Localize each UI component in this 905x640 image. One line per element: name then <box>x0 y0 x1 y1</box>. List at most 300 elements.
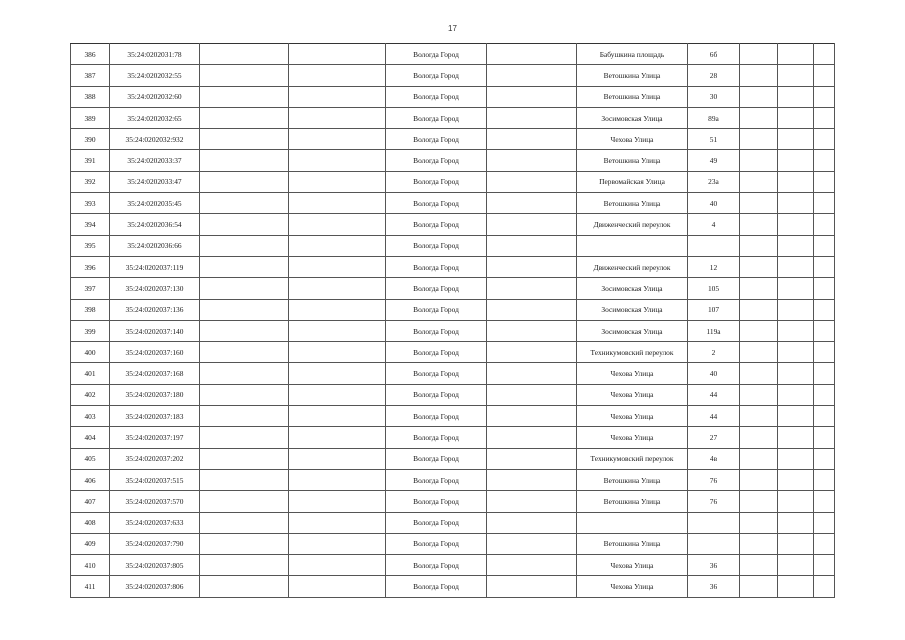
cell-empty <box>487 86 577 107</box>
cell-city: Вологда Город <box>386 555 487 576</box>
cell-empty <box>200 533 289 554</box>
cell-house-number: 28 <box>688 65 740 86</box>
table-row <box>71 235 835 256</box>
cell-empty <box>814 448 835 469</box>
cell-empty <box>778 193 814 214</box>
cell-cadastral-number: 35:24:0202037:197 <box>110 427 200 448</box>
table-row <box>71 448 835 469</box>
cell-street: Чехова Улица <box>577 129 688 150</box>
cell-empty <box>778 107 814 128</box>
table-row <box>71 129 835 150</box>
cell-empty <box>200 171 289 192</box>
cell-empty <box>814 512 835 533</box>
table-row <box>71 491 835 512</box>
cell-city: Вологда Город <box>386 150 487 171</box>
cell-street: Ветошкина Улица <box>577 193 688 214</box>
cell-empty <box>289 278 386 299</box>
cell-empty <box>778 406 814 427</box>
cell-cadastral-number: 35:24:0202037:119 <box>110 256 200 277</box>
table-row <box>71 171 835 192</box>
cell-empty <box>778 171 814 192</box>
cell-street: Ветошкина Улица <box>577 65 688 86</box>
cell-empty <box>487 384 577 405</box>
cell-cadastral-number: 35:24:0202037:160 <box>110 342 200 363</box>
cell-row-number: 391 <box>71 150 110 171</box>
cell-house-number <box>688 512 740 533</box>
cell-empty <box>814 235 835 256</box>
cell-city: Вологда Город <box>386 171 487 192</box>
cell-city: Вологда Город <box>386 86 487 107</box>
cell-row-number: 386 <box>71 44 110 65</box>
cell-empty <box>487 533 577 554</box>
cell-empty <box>289 427 386 448</box>
cell-empty <box>778 491 814 512</box>
cell-empty <box>778 384 814 405</box>
cell-house-number: 6б <box>688 44 740 65</box>
cell-empty <box>814 363 835 384</box>
cell-street <box>577 512 688 533</box>
cell-house-number: 36 <box>688 555 740 576</box>
cell-empty <box>814 533 835 554</box>
cell-row-number: 411 <box>71 576 110 597</box>
cell-city: Вологда Город <box>386 129 487 150</box>
cell-empty <box>487 406 577 427</box>
cell-empty <box>487 320 577 341</box>
page-number: 17 <box>448 24 457 33</box>
cell-empty <box>487 150 577 171</box>
cell-city: Вологда Город <box>386 278 487 299</box>
cell-city: Вологда Город <box>386 427 487 448</box>
cell-cadastral-number: 35:24:0202037:180 <box>110 384 200 405</box>
cell-empty <box>740 533 778 554</box>
cell-empty <box>740 65 778 86</box>
cell-row-number: 392 <box>71 171 110 192</box>
cell-empty <box>740 193 778 214</box>
cell-row-number: 403 <box>71 406 110 427</box>
cell-empty <box>487 65 577 86</box>
cell-street: Зосимовская Улица <box>577 320 688 341</box>
cell-row-number: 406 <box>71 469 110 490</box>
cell-row-number: 409 <box>71 533 110 554</box>
cell-house-number: 119а <box>688 320 740 341</box>
cell-house-number: 12 <box>688 256 740 277</box>
cell-empty <box>814 256 835 277</box>
cell-empty <box>778 150 814 171</box>
cell-city: Вологда Город <box>386 299 487 320</box>
cell-empty <box>289 363 386 384</box>
registry-table <box>70 43 835 598</box>
cell-empty <box>289 448 386 469</box>
cell-cadastral-number: 35:24:0202033:47 <box>110 171 200 192</box>
cell-city: Вологда Город <box>386 256 487 277</box>
cell-house-number: 4 <box>688 214 740 235</box>
cell-empty <box>778 427 814 448</box>
cell-house-number: 44 <box>688 384 740 405</box>
cell-empty <box>200 299 289 320</box>
table-row <box>71 512 835 533</box>
cell-city: Вологда Город <box>386 384 487 405</box>
cell-empty <box>200 406 289 427</box>
cell-empty <box>200 320 289 341</box>
cell-empty <box>778 320 814 341</box>
cell-cadastral-number: 35:24:0202037:140 <box>110 320 200 341</box>
cell-city: Вологда Город <box>386 512 487 533</box>
cell-empty <box>778 555 814 576</box>
cell-row-number: 402 <box>71 384 110 405</box>
cell-empty <box>200 65 289 86</box>
cell-street: Чехова Улица <box>577 363 688 384</box>
cell-street: Движенческий переулок <box>577 256 688 277</box>
cell-house-number: 4в <box>688 448 740 469</box>
cell-empty <box>740 512 778 533</box>
cell-empty <box>814 320 835 341</box>
cell-empty <box>814 171 835 192</box>
table-row <box>71 150 835 171</box>
cell-empty <box>200 129 289 150</box>
table-row <box>71 299 835 320</box>
cell-empty <box>200 491 289 512</box>
cell-street: Чехова Улица <box>577 576 688 597</box>
cell-row-number: 407 <box>71 491 110 512</box>
cell-street: Ветошкина Улица <box>577 469 688 490</box>
cell-street <box>577 235 688 256</box>
cell-street: Техникумовский переулок <box>577 448 688 469</box>
cell-row-number: 410 <box>71 555 110 576</box>
cell-empty <box>200 235 289 256</box>
cell-city: Вологда Город <box>386 235 487 256</box>
cell-cadastral-number: 35:24:0202037:168 <box>110 363 200 384</box>
cell-empty <box>487 491 577 512</box>
cell-empty <box>289 320 386 341</box>
cell-city: Вологда Город <box>386 193 487 214</box>
cell-empty <box>289 129 386 150</box>
cell-empty <box>200 363 289 384</box>
cell-empty <box>200 576 289 597</box>
cell-empty <box>740 576 778 597</box>
cell-empty <box>289 86 386 107</box>
cell-empty <box>289 193 386 214</box>
cell-city: Вологда Город <box>386 469 487 490</box>
cell-row-number: 387 <box>71 65 110 86</box>
cell-empty <box>200 193 289 214</box>
cell-empty <box>289 299 386 320</box>
cell-street: Ветошкина Улица <box>577 533 688 554</box>
table-row <box>71 278 835 299</box>
cell-empty <box>778 214 814 235</box>
cell-empty <box>289 533 386 554</box>
cell-street: Первомайская Улица <box>577 171 688 192</box>
cell-empty <box>740 107 778 128</box>
cell-empty <box>778 512 814 533</box>
cell-empty <box>740 363 778 384</box>
cell-empty <box>740 150 778 171</box>
cell-empty <box>778 278 814 299</box>
cell-empty <box>814 193 835 214</box>
cell-row-number: 401 <box>71 363 110 384</box>
cell-empty <box>289 342 386 363</box>
cell-empty <box>289 171 386 192</box>
cell-house-number: 51 <box>688 129 740 150</box>
cell-empty <box>814 555 835 576</box>
cell-row-number: 397 <box>71 278 110 299</box>
cell-empty <box>487 427 577 448</box>
cell-city: Вологда Город <box>386 44 487 65</box>
cell-house-number: 105 <box>688 278 740 299</box>
cell-empty <box>289 406 386 427</box>
cell-row-number: 405 <box>71 448 110 469</box>
cell-street: Зосимовская Улица <box>577 299 688 320</box>
cell-empty <box>814 44 835 65</box>
cell-row-number: 394 <box>71 214 110 235</box>
cell-empty <box>200 278 289 299</box>
cell-empty <box>740 86 778 107</box>
table-row <box>71 256 835 277</box>
cell-empty <box>200 555 289 576</box>
cell-row-number: 396 <box>71 256 110 277</box>
cell-empty <box>200 150 289 171</box>
cell-empty <box>814 86 835 107</box>
table-row <box>71 86 835 107</box>
cell-empty <box>487 469 577 490</box>
cell-empty <box>778 448 814 469</box>
cell-row-number: 390 <box>71 129 110 150</box>
cell-city: Вологда Город <box>386 107 487 128</box>
table-row <box>71 107 835 128</box>
cell-empty <box>778 65 814 86</box>
cell-empty <box>814 129 835 150</box>
table-row <box>71 342 835 363</box>
cell-empty <box>487 278 577 299</box>
table-row <box>71 555 835 576</box>
cell-empty <box>740 129 778 150</box>
cell-empty <box>740 235 778 256</box>
cell-street: Ветошкина Улица <box>577 491 688 512</box>
cell-house-number: 23а <box>688 171 740 192</box>
cell-empty <box>778 256 814 277</box>
cell-empty <box>289 469 386 490</box>
cell-house-number: 27 <box>688 427 740 448</box>
cell-city: Вологда Город <box>386 491 487 512</box>
cell-street: Ветошкина Улица <box>577 86 688 107</box>
cell-empty <box>289 576 386 597</box>
cell-empty <box>289 235 386 256</box>
cell-house-number: 76 <box>688 469 740 490</box>
cell-empty <box>814 214 835 235</box>
cell-street: Зосимовская Улица <box>577 278 688 299</box>
cell-house-number: 107 <box>688 299 740 320</box>
cell-row-number: 393 <box>71 193 110 214</box>
cell-street: Чехова Улица <box>577 406 688 427</box>
cell-empty <box>778 86 814 107</box>
cell-empty <box>740 256 778 277</box>
cell-empty <box>289 150 386 171</box>
cell-empty <box>740 171 778 192</box>
table-row <box>71 406 835 427</box>
cell-empty <box>200 512 289 533</box>
cell-empty <box>814 469 835 490</box>
cell-cadastral-number: 35:24:0202033:37 <box>110 150 200 171</box>
cell-empty <box>740 406 778 427</box>
cell-empty <box>487 235 577 256</box>
table-row <box>71 469 835 490</box>
cell-empty <box>487 256 577 277</box>
cell-empty <box>200 384 289 405</box>
table-row <box>71 384 835 405</box>
cell-city: Вологда Город <box>386 533 487 554</box>
cell-empty <box>487 171 577 192</box>
cell-cadastral-number: 35:24:0202031:78 <box>110 44 200 65</box>
cell-cadastral-number: 35:24:0202037:136 <box>110 299 200 320</box>
cell-empty <box>778 299 814 320</box>
cell-city: Вологда Город <box>386 363 487 384</box>
table-row <box>71 65 835 86</box>
cell-empty <box>740 278 778 299</box>
cell-row-number: 395 <box>71 235 110 256</box>
cell-empty <box>740 469 778 490</box>
cell-row-number: 404 <box>71 427 110 448</box>
cell-empty <box>487 342 577 363</box>
cell-row-number: 400 <box>71 342 110 363</box>
table-row <box>71 44 835 65</box>
cell-empty <box>814 150 835 171</box>
cell-empty <box>200 86 289 107</box>
cell-empty <box>289 512 386 533</box>
cell-empty <box>778 342 814 363</box>
cell-cadastral-number: 35:24:0202037:130 <box>110 278 200 299</box>
cell-empty <box>814 342 835 363</box>
cell-empty <box>200 469 289 490</box>
cell-empty <box>487 576 577 597</box>
cell-street: Зосимовская Улица <box>577 107 688 128</box>
cell-empty <box>740 342 778 363</box>
cell-cadastral-number: 35:24:0202036:66 <box>110 235 200 256</box>
cell-empty <box>740 555 778 576</box>
cell-city: Вологда Город <box>386 214 487 235</box>
cell-empty <box>289 44 386 65</box>
cell-row-number: 398 <box>71 299 110 320</box>
cell-empty <box>289 65 386 86</box>
cell-empty <box>200 342 289 363</box>
cell-cadastral-number: 35:24:0202037:202 <box>110 448 200 469</box>
table-row <box>71 533 835 554</box>
cell-empty <box>814 278 835 299</box>
cell-empty <box>200 107 289 128</box>
cell-empty <box>740 448 778 469</box>
cell-empty <box>289 214 386 235</box>
cell-cadastral-number: 35:24:0202037:570 <box>110 491 200 512</box>
cell-house-number: 40 <box>688 193 740 214</box>
cell-empty <box>814 107 835 128</box>
cell-empty <box>289 555 386 576</box>
cell-empty <box>289 107 386 128</box>
cell-house-number <box>688 235 740 256</box>
cell-empty <box>200 256 289 277</box>
cell-empty <box>487 555 577 576</box>
cell-empty <box>487 44 577 65</box>
cell-street: Чехова Улица <box>577 427 688 448</box>
cell-street: Ветошкина Улица <box>577 150 688 171</box>
cell-empty <box>778 235 814 256</box>
table-row <box>71 363 835 384</box>
cell-cadastral-number: 35:24:0202037:806 <box>110 576 200 597</box>
cell-empty <box>487 363 577 384</box>
cell-empty <box>778 469 814 490</box>
registry-body <box>71 44 835 598</box>
cell-empty <box>289 256 386 277</box>
table-row <box>71 214 835 235</box>
cell-cadastral-number: 35:24:0202037:790 <box>110 533 200 554</box>
cell-house-number: 76 <box>688 491 740 512</box>
cell-empty <box>778 129 814 150</box>
cell-row-number: 399 <box>71 320 110 341</box>
cell-city: Вологда Город <box>386 342 487 363</box>
cell-house-number: 30 <box>688 86 740 107</box>
cell-empty <box>814 65 835 86</box>
cell-empty <box>487 129 577 150</box>
cell-cadastral-number: 35:24:0202036:54 <box>110 214 200 235</box>
cell-street: Техникумовский переулок <box>577 342 688 363</box>
cell-empty <box>740 214 778 235</box>
cell-cadastral-number: 35:24:0202032:932 <box>110 129 200 150</box>
cell-house-number <box>688 533 740 554</box>
cell-house-number: 40 <box>688 363 740 384</box>
cell-street: Чехова Улица <box>577 555 688 576</box>
cell-empty <box>200 427 289 448</box>
cell-empty <box>487 448 577 469</box>
cell-empty <box>487 299 577 320</box>
cell-empty <box>740 384 778 405</box>
cell-empty <box>814 576 835 597</box>
cell-city: Вологда Город <box>386 320 487 341</box>
cell-empty <box>740 320 778 341</box>
cell-city: Вологда Город <box>386 65 487 86</box>
cell-city: Вологда Город <box>386 576 487 597</box>
cell-city: Вологда Город <box>386 448 487 469</box>
cell-empty <box>814 406 835 427</box>
cell-empty <box>740 427 778 448</box>
cell-cadastral-number: 35:24:0202032:65 <box>110 107 200 128</box>
cell-house-number: 36 <box>688 576 740 597</box>
cell-empty <box>487 107 577 128</box>
cell-cadastral-number: 35:24:0202035:45 <box>110 193 200 214</box>
cell-house-number: 89а <box>688 107 740 128</box>
cell-empty <box>487 193 577 214</box>
cell-empty <box>289 491 386 512</box>
cell-row-number: 408 <box>71 512 110 533</box>
cell-empty <box>814 491 835 512</box>
cell-empty <box>740 299 778 320</box>
cell-empty <box>740 44 778 65</box>
cell-cadastral-number: 35:24:0202037:633 <box>110 512 200 533</box>
cell-empty <box>487 512 577 533</box>
cell-cadastral-number: 35:24:0202037:515 <box>110 469 200 490</box>
cell-street: Движенческий переулок <box>577 214 688 235</box>
cell-empty <box>778 363 814 384</box>
cell-empty <box>487 214 577 235</box>
table-row <box>71 427 835 448</box>
cell-row-number: 388 <box>71 86 110 107</box>
cell-row-number: 389 <box>71 107 110 128</box>
cell-empty <box>740 491 778 512</box>
cell-empty <box>289 384 386 405</box>
cell-empty <box>200 448 289 469</box>
cell-empty <box>778 533 814 554</box>
cell-empty <box>200 44 289 65</box>
table-row <box>71 193 835 214</box>
cell-empty <box>814 299 835 320</box>
cell-city: Вологда Город <box>386 406 487 427</box>
cell-empty <box>778 576 814 597</box>
